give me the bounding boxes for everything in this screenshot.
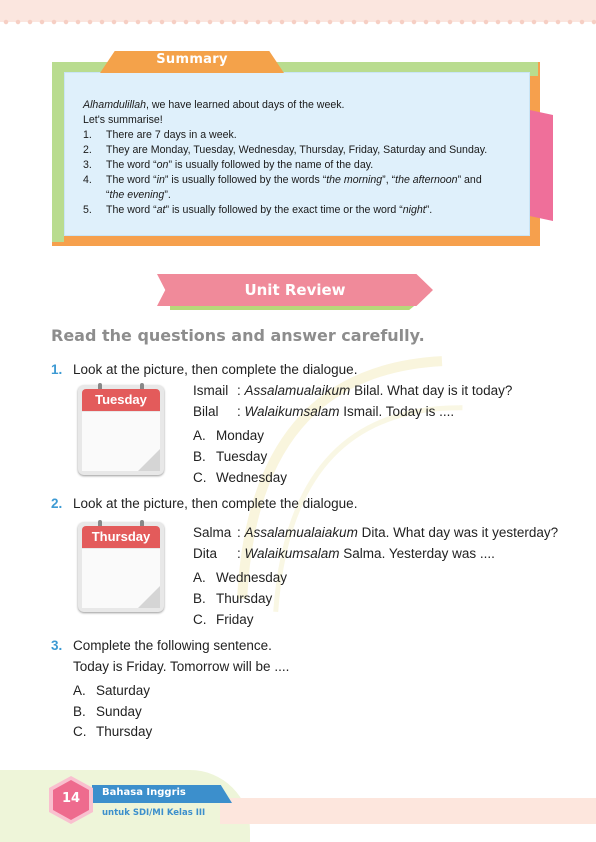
answer-option-a[interactable]: A. Wednesday	[193, 570, 288, 585]
question-number: 2.	[51, 496, 63, 511]
footer-book-title: Bahasa Inggris	[102, 787, 186, 798]
dialogue-line: Salma : Assalamualaiakum Dita. What day was it yesterday?	[193, 525, 559, 540]
summary-title: Summary	[156, 52, 228, 67]
summary-line2: Let's summarise!	[83, 114, 163, 126]
summary-intro: Alhamdulillah, we have learned about days of the week.	[83, 99, 345, 111]
footer-book-subtitle: untuk SDI/MI Kelas III	[102, 808, 206, 818]
question-number: 1.	[51, 362, 63, 377]
answer-option-a[interactable]: A. Monday	[193, 428, 265, 443]
calendar-icon	[78, 385, 164, 475]
calendar-curl	[138, 586, 160, 608]
question-prompt: Complete the following sentence.	[73, 638, 272, 653]
answer-option-a[interactable]: A. Saturday	[73, 683, 151, 698]
instruction-text: Read the questions and answer carefully.	[51, 326, 425, 345]
answer-option-b[interactable]: B. Tuesday	[193, 449, 268, 464]
summary-item: 2. They are Monday, Tuesday, Wednesday, Thursday, Friday, Saturday and Sunday.	[83, 144, 488, 156]
answer-option-b[interactable]: B. Thursday	[193, 591, 273, 606]
summary-item: 5. The word “at” is usually followed by the exact time or the word “night”.	[83, 204, 433, 216]
summary-text	[83, 98, 513, 218]
dialogue-line: Bilal : Walaikumsalam Ismail. Today is ....	[193, 404, 455, 419]
top-decor-dots	[0, 18, 596, 26]
answer-option-b[interactable]: B. Sunday	[73, 704, 142, 719]
summary-frame-left	[52, 62, 64, 242]
answer-option-c[interactable]: C. Wednesday	[193, 470, 288, 485]
calendar-curl	[138, 449, 160, 471]
footer-decor-green	[0, 770, 250, 842]
calendar-icon	[78, 522, 164, 612]
question-prompt: Look at the picture, then complete the dialogue.	[73, 362, 358, 377]
answer-option-c[interactable]: C. Friday	[193, 612, 254, 627]
calendar-day-label: Thursday	[82, 526, 160, 548]
summary-item: 3. The word “on” is usually followed by the name of the day.	[83, 159, 374, 171]
dialogue-line: Ismail : Assalamualaikum Bilal. What day is it today?	[193, 383, 513, 398]
unit-review-title: Unit Review	[244, 281, 346, 299]
calendar-day-label: Tuesday	[82, 389, 160, 411]
question-sentence: Today is Friday. Tomorrow will be ....	[73, 659, 290, 674]
question-number: 3.	[51, 638, 63, 653]
question-prompt: Look at the picture, then complete the dialogue.	[73, 496, 358, 511]
page-number: 14	[61, 791, 81, 806]
answer-option-c[interactable]: C. Thursday	[73, 724, 153, 739]
watermark-seal	[111, 257, 519, 643]
watermark-logo-icon	[111, 257, 519, 643]
summary-item: 1. There are 7 days in a week.	[83, 129, 237, 141]
dialogue-line: Dita : Walaikumsalam Salma. Yesterday was ....	[193, 546, 495, 561]
footer-decor-band	[220, 798, 596, 824]
summary-item: 4. The word “in” is usually followed by the words “the morning”, “the afternoon” and “the evening”.	[83, 174, 482, 201]
